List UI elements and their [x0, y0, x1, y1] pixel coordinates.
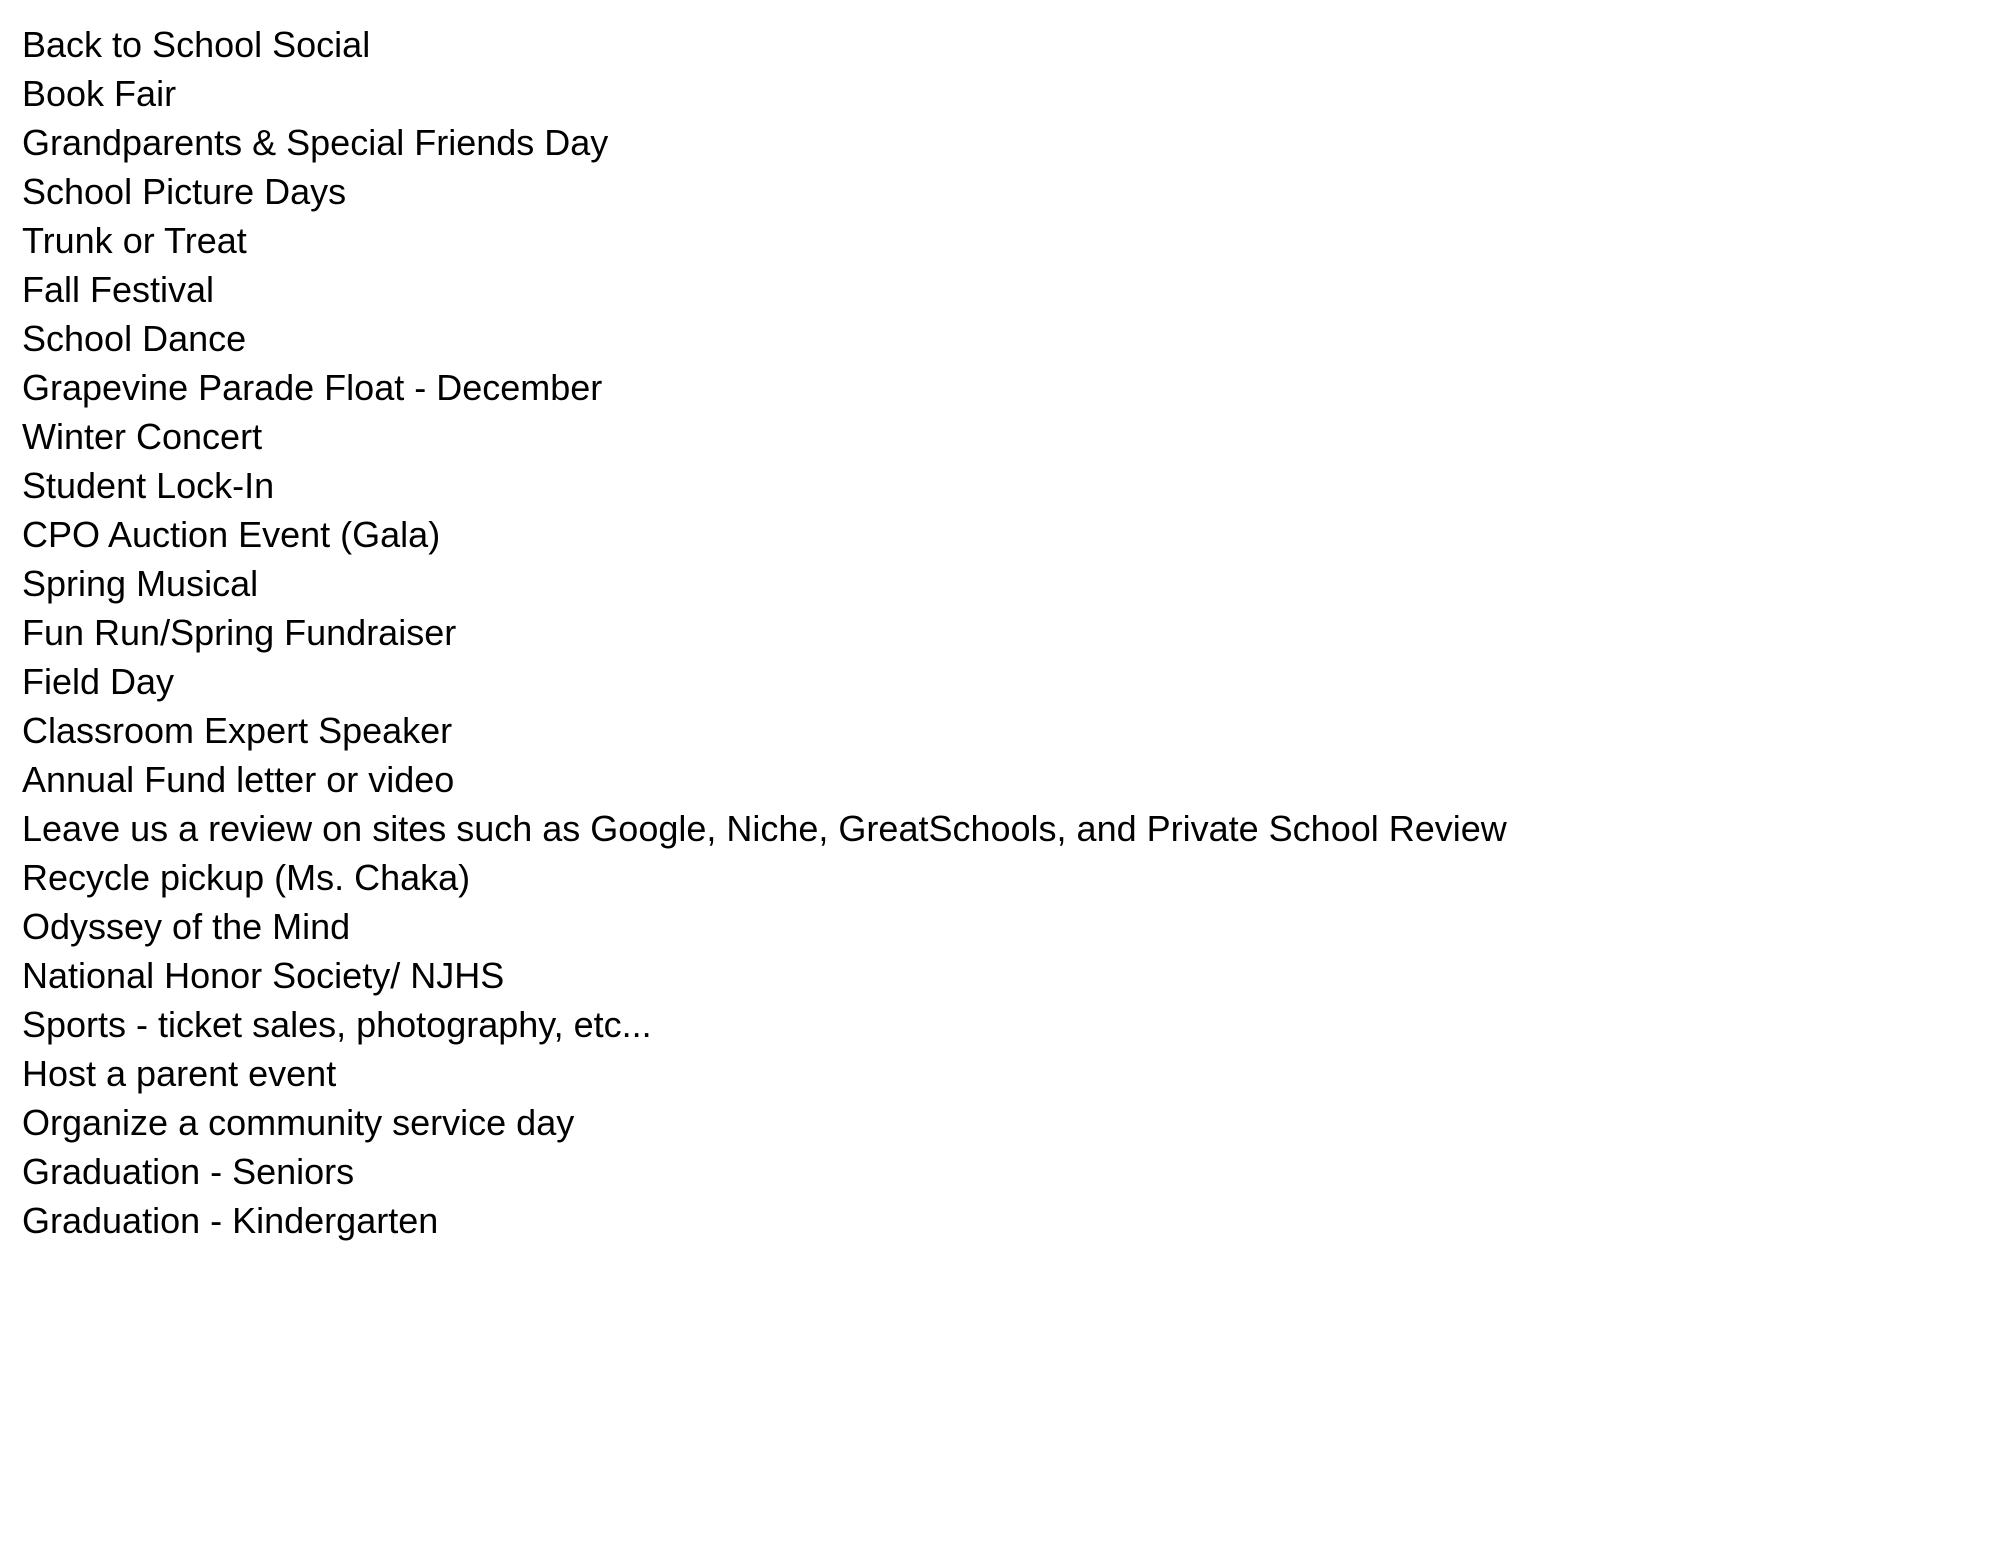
event-item: Fun Run/Spring Fundraiser [22, 612, 457, 653]
event-item: Spring Musical [22, 563, 259, 604]
event-item: Grapevine Parade Float - December [22, 367, 603, 408]
event-item: Odyssey of the Mind [22, 906, 351, 947]
event-item: Sports - ticket sales, photography, etc... [22, 1004, 652, 1045]
event-item: Organize a community service day [22, 1102, 575, 1143]
event-item: Graduation - Seniors [22, 1151, 355, 1192]
event-item: Leave us a review on sites such as Google, Niche, GreatSchools, and Private School Review [22, 808, 1507, 849]
event-item: National Honor Society/ NJHS [22, 955, 505, 996]
event-item: CPO Auction Event (Gala) [22, 514, 441, 555]
event-item: Recycle pickup (Ms. Chaka) [22, 857, 471, 898]
event-item: Grandparents & Special Friends Day [22, 122, 609, 163]
event-item: Book Fair [22, 73, 177, 114]
event-item: School Picture Days [22, 171, 347, 212]
event-item: Classroom Expert Speaker [22, 710, 453, 751]
event-list [22, 20, 1507, 1245]
event-item: Field Day [22, 661, 175, 702]
event-item: Student Lock-In [22, 465, 275, 506]
event-item: Fall Festival [22, 269, 215, 310]
event-item: Back to School Social [22, 24, 371, 65]
event-item: Annual Fund letter or video [22, 759, 455, 800]
event-item: School Dance [22, 318, 247, 359]
event-item: Host a parent event [22, 1053, 337, 1094]
event-item: Graduation - Kindergarten [22, 1200, 439, 1241]
event-item: Winter Concert [22, 416, 263, 457]
event-item: Trunk or Treat [22, 220, 247, 261]
